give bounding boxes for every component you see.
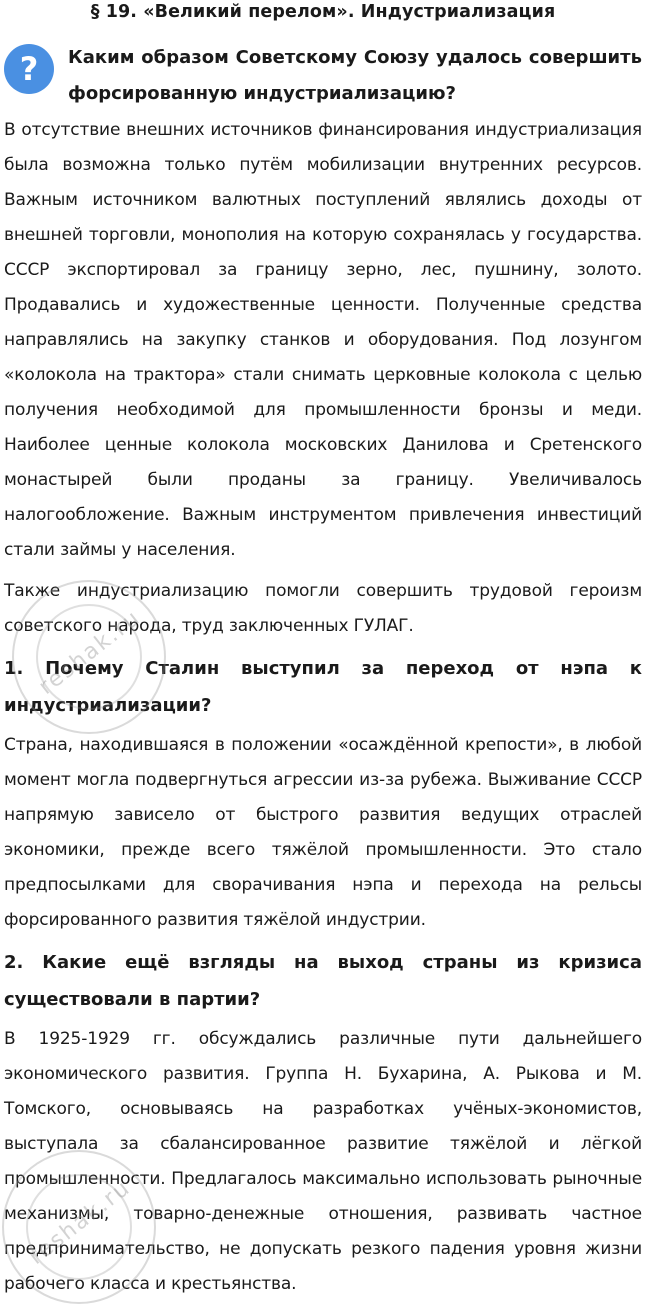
question-block <box>4 40 642 112</box>
watermark-text: reshak.ru <box>34 605 146 700</box>
section-1-answer: Страна, находившаяся в положении «осаждённой крепости», в любой момент могла подвергнуться агрессии из-за рубежа. Выживание СССР напрямую зависело от быстрого развития ведущих отраслей экономики, прежде всего тяжёлой промышленности. Это стало предпосылками для сворачивания нэпа и перехода на рельсы форсированного развития тяжёлой индустрии. <box>4 735 642 930</box>
question-icon: ? <box>4 44 54 94</box>
watermark-text: reshak.ru <box>24 1175 136 1270</box>
intro-paragraph-2: Также индустриализацию помогли совершить трудовой героизм советского народа, труд заключенных ГУЛАГ. <box>4 581 642 636</box>
section-1-heading: 1. Почему Сталин выступил за переход от нэпа к индустриализации? <box>4 658 642 716</box>
section-2-answer: В 1925-1929 гг. обсуждались различные пути дальнейшего экономического развития. Группа Н. Бухарина, А. Рыкова и М. Томского, основываясь на разработках учёных-экономистов, выступала за сбалансированное развитие тяжёлой и лёгкой промышленности. Предлагалось максимально использовать рыночные механизмы, товарно-денежные отношения, развивать частное предпринимательство, не допускать резкого падения уровня жизни рабочего класса и крестьянства. <box>4 1029 642 1294</box>
intro-paragraph-1: В отсутствие внешних источников финансирования индустриализация была возможна только путём мобилизации внутренних ресурсов. Важным источником валютных поступлений являлись доходы от внешней торговли, монополия на которую сохранялась у государства. СССР экспортировал за границу зерно, лес, пушнину, золото. Продавались и художественные ценности. Полученные средства направлялись на закупку станков и оборудования. Под лозунгом «колокола на трактора» стали снимать церковные колокола с целью получения необходимой для промышленности бронзы и меди. Наиболее ценные колокола московских Данилова и Сретенского монастырей были проданы за границу. Увеличивалось налогообложение. Важным инструментом привлечения инвестиций стали займы у населения. <box>4 120 642 560</box>
page-title: § 19. «Великий перелом». Индустриализация <box>90 2 556 22</box>
section-2-heading: 2. Какие ещё взгляды на выход страны из кризиса существовали в партии? <box>4 952 642 1010</box>
question-text: Каким образом Советскому Союзу удалось совершить форсированную индустриализацию? <box>68 47 642 104</box>
